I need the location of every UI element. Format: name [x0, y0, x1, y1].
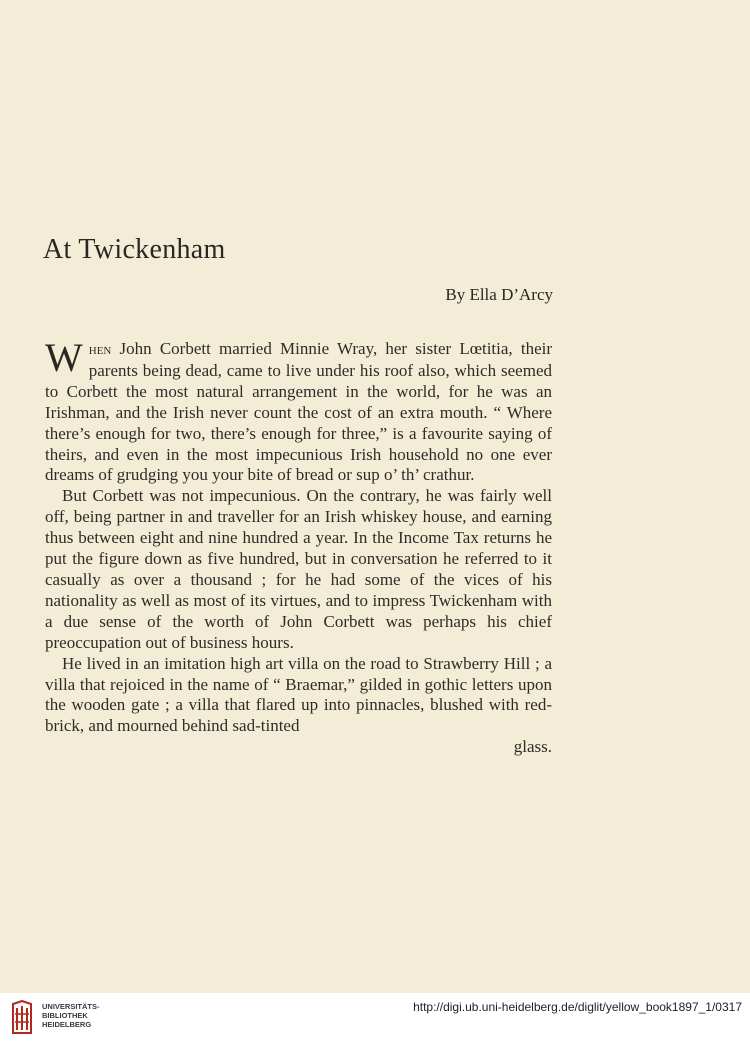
- paragraph-1: [45, 335, 552, 486]
- paragraph-3-last-line: glass.: [513, 737, 552, 757]
- author-byline: By Ella D’Arcy: [445, 285, 553, 304]
- page-title: At Twickenham: [43, 234, 226, 265]
- library-name-line: HEIDELBERG: [42, 1020, 92, 1029]
- paragraph-1-text: John Corbett married Minnie Wray, her sister Lœtitia, their parents being dead, came to live under his roof also, which seemed to Corbett the most natural arrangement in the world, for he was an Irishman, and the Irish never count the cost of an extra mouth. “ Where there’s enough for two, there’s enough for three,” is a favourite saying of theirs, and even in the most impecunious Irish household no one ever dreams of grudging you your bite of bread or sup o’ th’ crathur.: [45, 339, 552, 485]
- body-text: [45, 335, 552, 758]
- opening-small-caps: hen: [88, 342, 112, 358]
- permalink-url[interactable]: http://digi.ub.uni-heidelberg.de/diglit/yellow_book1897_1/0317: [413, 1000, 742, 1014]
- library-name-line: UNIVERSITÄTS-: [42, 1002, 100, 1011]
- library-logo-icon: [10, 1000, 34, 1036]
- drop-cap: W: [45, 335, 83, 380]
- library-name-line: BIBLIOTHEK: [42, 1011, 88, 1020]
- paragraph-3: He lived in an imitation high art villa on the road to Strawberry Hill ; a villa that rejoiced in the name of “ Braemar,” gilded in gothic letters upon the wooden gate ; a villa that flared up into pinnacles, blushed with red-brick, and mourned behind sad-tinted: [45, 653, 552, 736]
- library-name: [42, 1002, 100, 1029]
- paragraph-2: But Corbett was not impecunious. On the contrary, he was fairly well off, being partner in and traveller for an Irish whiskey house, and earning thus between eight and nine hundred a year. In the Income Tax returns he put the figure down as five hundred, but in conversation he referred to it casually as over a thousand ; for he had some of the vices of his nationality as well as most of its virtues, and to impress Twickenham with a due sense of the worth of John Corbett was perhaps his chief preoccupation out of business hours.: [45, 486, 552, 652]
